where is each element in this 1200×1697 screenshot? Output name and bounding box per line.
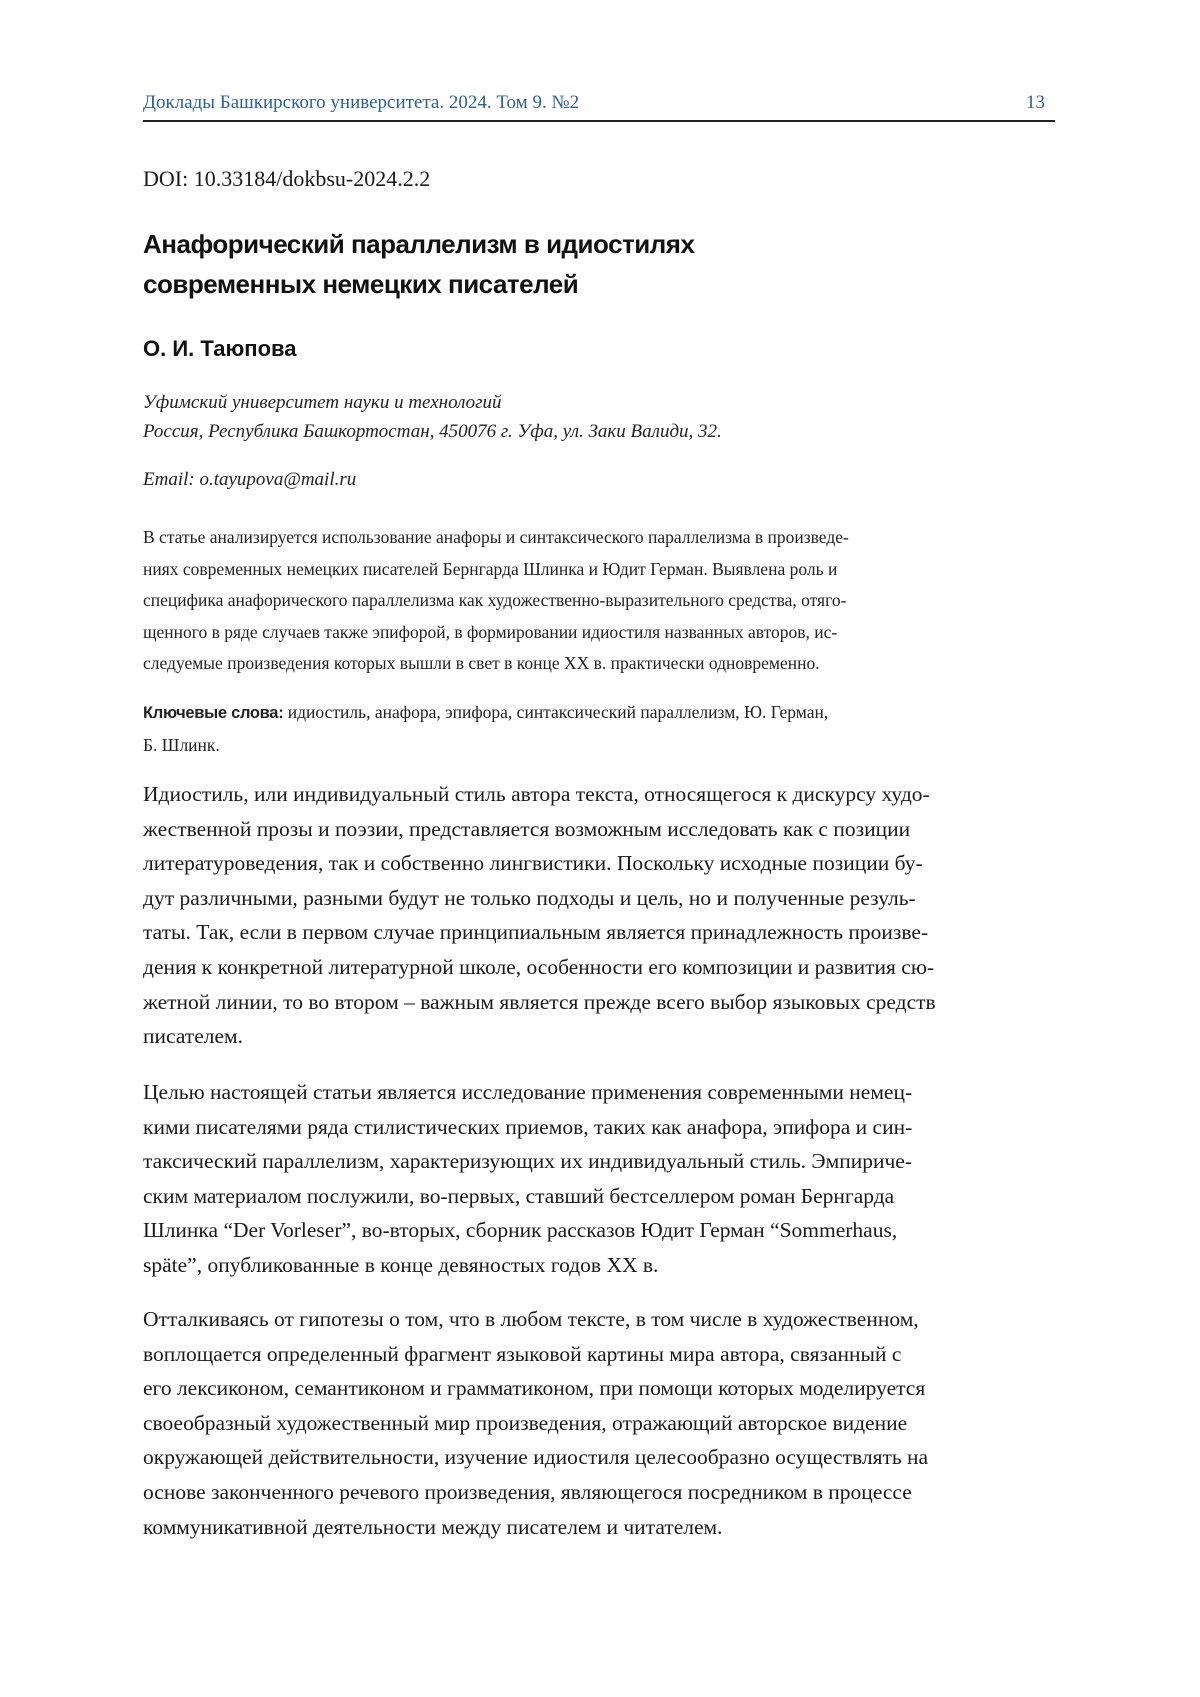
abstract-line: щенного в ряде случаев также эпифорой, в формировании идиостиля названных авторов, ис- — [143, 621, 838, 642]
affiliation — [143, 388, 722, 446]
journal-title: Доклады Башкирского университета. 2024. Том 9. №2 — [143, 92, 580, 113]
text-line: Целью настоящей статьи является исследование применения современными немец- — [143, 1080, 913, 1104]
author-name: О. И. Таюпова — [143, 336, 297, 361]
body-paragraph-1 — [143, 777, 1073, 1054]
title-line: современных немецких писателей — [143, 269, 579, 299]
text-line: коммуникативной деятельности между писателем и читателем. — [143, 1514, 723, 1539]
text-line: воплощается определенный фрагмент языковой картины мира автора, связанный с — [143, 1341, 902, 1366]
abstract-line: ниях современных немецких писателей Бернгарда Шлинка и Юдит Герман. Выявлена роль и — [143, 558, 838, 579]
running-header — [143, 90, 1055, 122]
keywords-text: идиостиль, анафора, эпифора, синтаксический параллелизм, Ю. Герман, — [283, 702, 829, 722]
page-number: 13 — [1026, 92, 1045, 113]
text-line: писателем. — [143, 1024, 243, 1049]
body-paragraph-2 — [143, 1075, 1073, 1283]
article-title — [143, 224, 943, 304]
text-line: основе законченного речевого произведения, являющегося посредником в процессе — [143, 1479, 912, 1504]
keywords-line: Б. Шлинк. — [143, 734, 220, 755]
text-line: Идиостиль, или индивидуальный стиль автора текста, относящегося к дискурсу худо- — [143, 782, 930, 806]
text-line: таты. Так, если в первом случае принципиальным является принадлежность произве- — [143, 920, 929, 945]
abstract-line: следуемые произведения которых вышли в свет в конце XX в. практически одновременно. — [143, 653, 820, 673]
text-line: дения к конкретной литературной школе, особенности его композиции и развития сю- — [143, 954, 935, 979]
title-line: Анафорический параллелизм в идиостилях — [143, 229, 695, 259]
text-line: ским материалом послужили, во-первых, ставший бестселлером роман Бернгарда — [143, 1183, 895, 1208]
keywords — [143, 697, 1063, 761]
text-line: жественной прозы и поэзии, представляется возможным исследовать как с позиции — [143, 816, 911, 841]
text-line: своеобразный художественный мир произведения, отражающий авторское видение — [143, 1410, 908, 1435]
body-paragraph-3 — [143, 1302, 1073, 1544]
affiliation-line: Уфимский университет науки и технологий — [143, 392, 502, 413]
text-line: кими писателями ряда стилистических приемов, таких как анафора, эпифора и син- — [143, 1114, 913, 1139]
text-line: жетной линии, то во втором – важным является прежде всего выбор языковых средств — [143, 989, 936, 1014]
doi: DOI: 10.33184/dokbsu-2024.2.2 — [143, 166, 431, 191]
author-email: Email: o.tayupova@mail.ru — [143, 469, 357, 490]
text-line: окружающей действительности, изучение идиостиля целесообразно осуществлять на — [143, 1445, 929, 1470]
affiliation-line: Россия, Республика Башкортостан, 450076 г. Уфа, ул. Заки Валиди, 32. — [143, 421, 722, 442]
abstract — [143, 522, 1063, 680]
text-line: Отталкиваясь от гипотезы о том, что в любом тексте, в том числе в художественном, — [143, 1307, 919, 1331]
text-line: его лексиконом, семантиконом и грамматиконом, при помощи которых моделируется — [143, 1376, 926, 1401]
text-line: Шлинка “Der Vorleser”, во-вторых, сборник рассказов Юдит Герман “Sommerhaus, — [143, 1218, 898, 1243]
text-line: литературоведения, так и собственно лингвистики. Поскольку исходные позиции бу- — [143, 851, 923, 876]
abstract-line: В статье анализируется использование анафоры и синтаксического параллелизма в произведе- — [143, 527, 849, 547]
keywords-label: Ключевые слова: — [143, 704, 284, 722]
text-line: дут различными, разными будут не только подходы и цель, но и полученные резуль- — [143, 885, 916, 910]
abstract-line: специфика анафорического параллелизма как художественно-выразительного средства, отяго- — [143, 590, 847, 610]
text-line: таксический параллелизм, характеризующих их индивидуальный стиль. Эмпириче- — [143, 1149, 912, 1174]
text-line: spӓte”, опубликованные в конце девяностых годов XX в. — [143, 1252, 659, 1277]
keywords-line — [143, 697, 1063, 730]
